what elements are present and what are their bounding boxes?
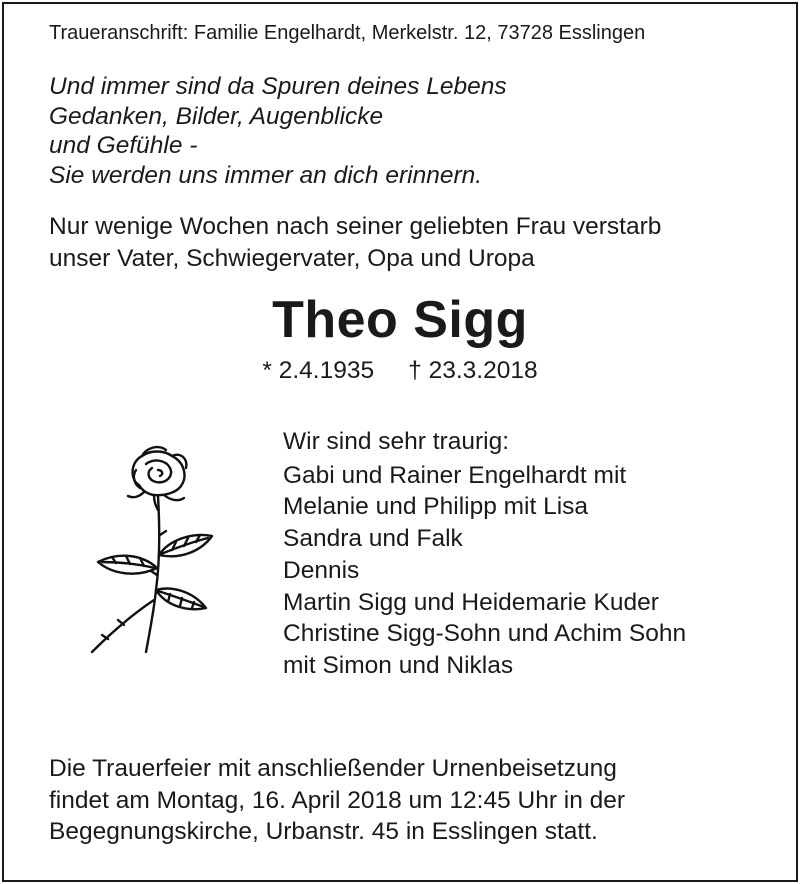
- intro-line: Nur wenige Wochen nach seiner geliebten Frau verstarb: [49, 213, 662, 240]
- mourning-address: Traueranschrift: Familie Engelhardt, Merkelstr. 12, 73728 Esslingen: [49, 22, 646, 44]
- funeral-service-info: [49, 753, 625, 848]
- mourner-line: Sandra und Falk: [283, 525, 463, 553]
- service-line: Begegnungskirche, Urbanstr. 45 in Esslingen statt.: [49, 818, 598, 845]
- poem-line: Und immer sind da Spuren deines Lebens: [49, 73, 507, 100]
- mourner-line: Dennis: [283, 556, 360, 584]
- mourners-list: [283, 426, 686, 682]
- intro-line: unser Vater, Schwiegervater, Opa und Uropa: [49, 244, 535, 272]
- mourner-line: Melanie und Philipp mit Lisa: [283, 493, 589, 521]
- deceased-name: Theo Sigg: [272, 291, 528, 349]
- mourner-line: Christine Sigg-Sohn und Achim Sohn: [283, 620, 687, 648]
- mourner-line: mit Simon und Niklas: [283, 651, 514, 679]
- poem-line: Gedanken, Bilder, Augenblicke: [49, 102, 384, 130]
- service-line: Die Trauerfeier mit anschließender Urnenbeisetzung: [49, 755, 617, 782]
- poem: [49, 72, 507, 190]
- mourner-line: Gabi und Rainer Engelhardt mit: [283, 461, 627, 489]
- mourner-line: Martin Sigg und Heidemarie Kuder: [283, 588, 659, 616]
- service-line: findet am Montag, 16. April 2018 um 12:45 Uhr in der: [49, 786, 626, 814]
- intro-text: [49, 211, 661, 274]
- mourners-heading: Wir sind sehr traurig:: [283, 428, 510, 455]
- rose-icon: [84, 440, 224, 660]
- poem-line: Sie werden uns immer an dich erinnern.: [49, 161, 483, 189]
- poem-line: und Gefühle -: [49, 132, 198, 159]
- life-dates: * 2.4.1935 † 23.3.2018: [262, 357, 538, 384]
